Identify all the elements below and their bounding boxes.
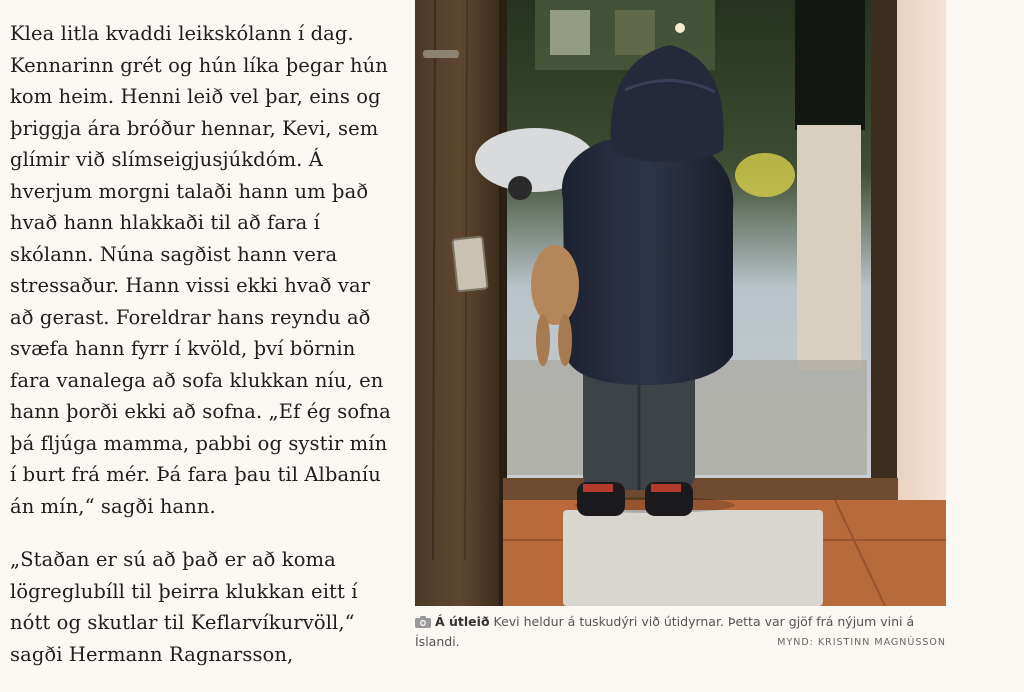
- text-line: glímir við slímseigjusjúkdóm. Á: [10, 148, 323, 171]
- text-line: að gerast. Foreldrar hans reyndu að: [10, 305, 371, 329]
- door-panel: [415, 0, 503, 606]
- text-line: skólann. Núna sagðist hann vera: [10, 242, 338, 266]
- text-line: svæfa hann fyrr í kvöld, því börnin: [10, 337, 356, 360]
- text-line: í burt frá mér. Þá fara þau til Albaníu: [10, 463, 381, 486]
- text-line: þriggja ára bróður hennar, Kevi, sem: [10, 116, 379, 140]
- floor-mat: [563, 510, 823, 606]
- text-line: þá fljúga mamma, pabbi og systir mín: [10, 431, 388, 455]
- text-line: hverjum morgni talaði hann um það: [10, 179, 369, 203]
- dark-doorway: [795, 0, 865, 130]
- door-hinge: [423, 50, 459, 58]
- camera-icon: [415, 615, 431, 633]
- article-paragraph-1: [10, 18, 405, 522]
- text-line: án mín,“ sagði hann.: [10, 494, 216, 518]
- text-line: „Staðan er sú að það er að koma: [10, 548, 336, 571]
- text-line: kom heim. Henni leið vel þar, eins og: [10, 85, 381, 108]
- door-frame-right: [871, 0, 897, 500]
- text-line: Kennarinn grét og hún líka þegar hún: [10, 53, 388, 77]
- text-line: fara vanalega að sofa klukkan níu, en: [10, 368, 384, 392]
- article-body: [10, 18, 405, 692]
- photo-credit: MYND: KRISTINN MAGNÚSSON: [777, 637, 946, 648]
- caption-lead: Á útleið: [435, 614, 490, 629]
- caption-text: Kevi heldur á tuskudýri við útidyrnar. Þetta var gjöf frá nýjum vini á Íslandi.: [415, 614, 915, 649]
- article-photo: [415, 0, 946, 606]
- text-line: lögreglubíll til þeirra klukkan eitt í: [10, 579, 358, 603]
- article-paragraph-2: [10, 544, 405, 670]
- text-line: sagði Hermann Ragnarsson,: [10, 642, 294, 666]
- text-line: hann þorði ekki að sofna. „Ef ég sofna: [10, 400, 391, 423]
- stuffed-toy: [531, 245, 579, 325]
- photo-illustration: [415, 0, 946, 606]
- child-jacket: [562, 140, 733, 385]
- concrete-pillar: [797, 125, 861, 370]
- door-latch-plate: [452, 237, 487, 292]
- text-line: nótt og skutlar til Keflarvíkurvöll,“: [10, 611, 355, 634]
- text-line: stressaður. Hann vissi ekki hvað var: [10, 274, 371, 297]
- text-line: hvað hann hlakkaði til að fara í: [10, 211, 320, 234]
- text-line: Klea litla kvaddi leikskólann í dag.: [10, 22, 354, 45]
- threshold: [503, 478, 898, 502]
